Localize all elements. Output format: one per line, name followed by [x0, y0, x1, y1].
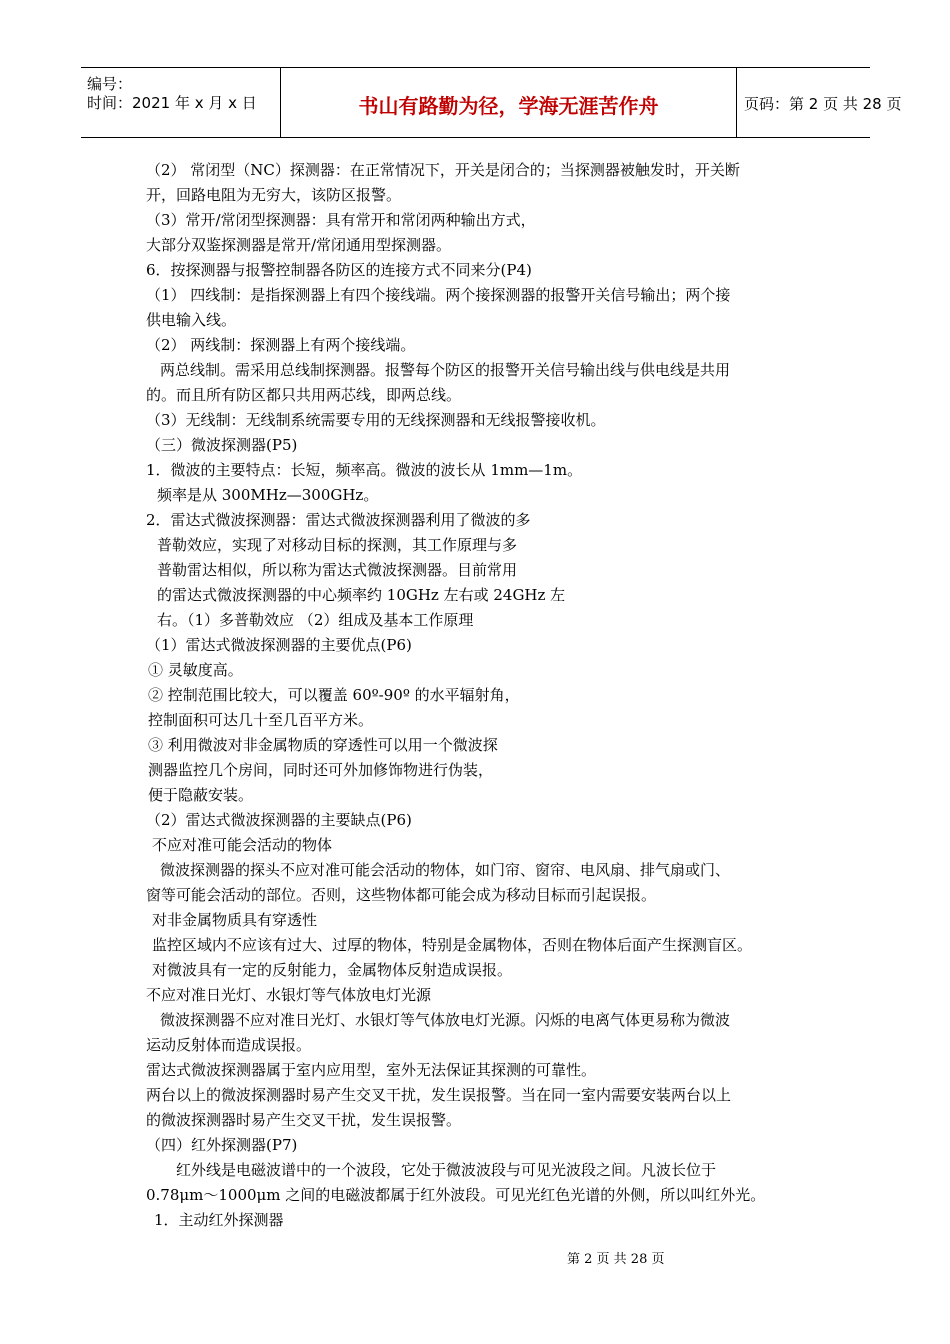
- text-line: （1）雷达式微波探测器的主要优点(P6): [146, 636, 412, 654]
- text-line: 1．微波的主要特点：长短，频率高。微波的波长从 1mm—1m。: [146, 461, 583, 479]
- text-line: 的微波探测器时易产生交叉干扰，发生误报警。: [146, 1111, 462, 1129]
- text-line: 的雷达式微波探测器的中心频率约 10GHz 左右或 24GHz 左: [157, 586, 566, 604]
- text-line: 大部分双鉴探测器是常开/常闭通用型探测器。: [146, 236, 452, 254]
- text-line: 供电输入线。: [146, 311, 237, 329]
- text-line: 测器监控几个房间，同时还可外加修饰物进行伪装，: [148, 761, 494, 779]
- text-line: 控制面积可达几十至几百平方米。: [148, 711, 374, 729]
- text-line: 的。而且所有防区都只共用两芯线，即两总线。: [146, 386, 462, 404]
- text-line: （三）微波探测器(P5): [146, 436, 298, 454]
- text-line: 6．按探测器与报警控制器各防区的连接方式不同来分(P4): [146, 261, 532, 279]
- page-header: [81, 67, 902, 138]
- header-meta-cell: [81, 68, 280, 137]
- text-line: 普勒效应，实现了对移动目标的探测，其工作原理与多: [157, 536, 518, 554]
- text-line: 窗等可能会活动的部位。否则，这些物体都可能会成为移动目标而引起误报。: [146, 886, 657, 904]
- text-line: 不应对准日光灯、水银灯等气体放电灯光源: [146, 986, 432, 1004]
- date-label: 时间：2021 年 x 月 x 日: [87, 94, 257, 112]
- text-line: 两台以上的微波探测器时易产生交叉干扰，发生误报警。当在同一室内需要安装两台以上: [146, 1086, 732, 1104]
- text-line: （2） 两线制：探测器上有两个接线端。: [146, 336, 416, 354]
- header-page-cell: [736, 68, 902, 137]
- text-line: 两总线制。需采用总线制探测器。报警每个防区的报警开关信号输出线与供电线是共用: [160, 361, 731, 379]
- text-line: 对微波具有一定的反射能力，金属物体反射造成误报。: [152, 961, 513, 979]
- text-line: 红外线是电磁波谱中的一个波段，它处于微波波段与可见光波段之间。凡波长位于: [176, 1161, 717, 1179]
- page-info: 页码：第 2 页 共 28 页: [744, 95, 902, 113]
- text-line: 普勒雷达相似，所以称为雷达式微波探测器。目前常用: [157, 561, 518, 579]
- text-line: （1） 四线制：是指探测器上有四个接线端。两个接探测器的报警开关信号输出；两个接: [146, 286, 731, 304]
- text-line: 运动反射体而造成误报。: [146, 1036, 312, 1054]
- text-line: （3）常开/常闭型探测器：具有常开和常闭两种输出方式，: [146, 211, 536, 229]
- text-line: 0.78μm～1000μm 之间的电磁波都属于红外波段。可见光红色光谱的外侧，所以叫红外光。: [146, 1186, 766, 1204]
- text-line: 右。（1）多普勒效应 （2）组成及基本工作原理: [157, 611, 474, 629]
- text-line: 1．主动红外探测器: [154, 1211, 284, 1229]
- text-line: 便于隐蔽安装。: [148, 786, 254, 804]
- text-line: ① 灵敏度高。: [148, 661, 243, 679]
- text-line: 对非金属物质具有穿透性: [152, 911, 318, 929]
- text-line: 微波探测器不应对准日光灯、水银灯等气体放电灯光源。闪烁的电离气体更易称为微波: [160, 1011, 731, 1029]
- text-line: ② 控制范围比较大，可以覆盖 60º-90º 的水平辐射角，: [148, 686, 520, 704]
- text-line: 2．雷达式微波探测器：雷达式微波探测器利用了微波的多: [146, 511, 531, 529]
- page-footer: 第 2 页 共 28 页: [567, 1252, 665, 1267]
- text-line: （2） 常闭型（NC）探测器：在正常情况下，开关是闭合的；当探测器被触发时，开关断: [146, 161, 740, 179]
- text-line: ③ 利用微波对非金属物质的穿透性可以用一个微波探: [148, 736, 498, 754]
- text-line: 雷达式微波探测器属于室内应用型，室外无法保证其探测的可靠性。: [146, 1061, 597, 1079]
- text-line: 频率是从 300MHz—300GHz。: [157, 486, 379, 504]
- motto: 书山有路勤为径，学海无涯苦作舟: [358, 94, 659, 118]
- text-line: 开，回路电阻为无穷大，该防区报警。: [146, 186, 402, 204]
- header-motto-cell: [280, 68, 737, 137]
- text-line: （3）无线制：无线制系统需要专用的无线探测器和无线报警接收机。: [146, 411, 606, 429]
- text-line: 微波探测器的探头不应对准可能会活动的物体，如门帘、窗帘、电风扇、排气扇或门、: [160, 861, 731, 879]
- serial-label: 编号：: [87, 75, 133, 93]
- text-line: （四）红外探测器(P7): [146, 1136, 298, 1154]
- text-line: 监控区域内不应该有过大、过厚的物体，特别是金属物体，否则在物体后面产生探测盲区。: [152, 936, 753, 954]
- text-line: 不应对准可能会活动的物体: [152, 836, 333, 854]
- text-line: （2）雷达式微波探测器的主要缺点(P6): [146, 811, 412, 829]
